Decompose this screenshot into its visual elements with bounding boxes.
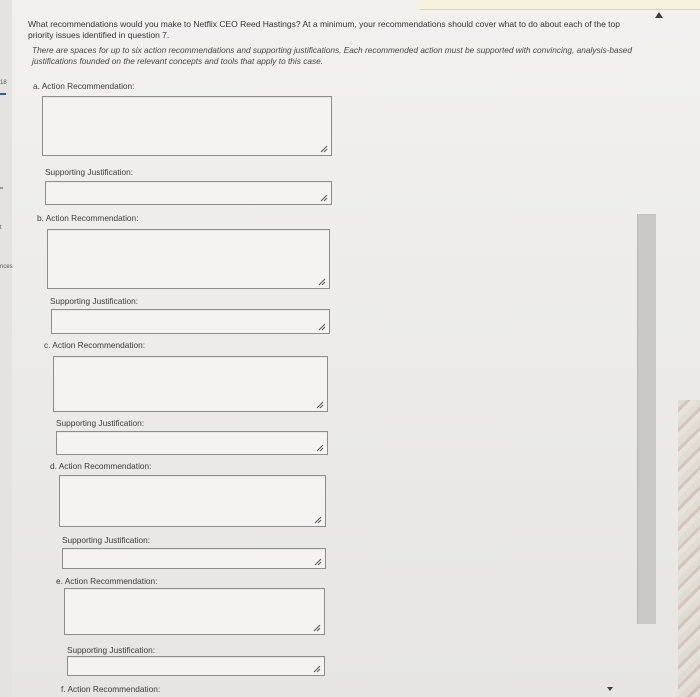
supporting-justification-e-label: Supporting Justification: xyxy=(67,645,156,655)
top-notice-strip xyxy=(420,0,700,10)
scroll-down-arrow-icon[interactable] xyxy=(607,687,613,691)
scroll-up-arrow-icon[interactable] xyxy=(655,12,663,18)
resize-handle-icon[interactable] xyxy=(318,278,326,286)
resize-handle-icon[interactable] xyxy=(314,558,322,566)
question-prompt: What recommendations would you make to Netflix CEO Reed Hastings? At a minimum, your recommendations should cover what to do about each of the top priority issues identified in question 7. xyxy=(28,19,620,40)
supporting-justification-e-input[interactable] xyxy=(67,656,325,676)
action-recommendation-b-input[interactable] xyxy=(47,229,330,289)
resize-handle-icon[interactable] xyxy=(313,624,321,632)
right-edge-background xyxy=(678,400,700,697)
action-recommendation-a-input[interactable] xyxy=(42,96,332,156)
resize-handle-icon[interactable] xyxy=(320,145,328,153)
supporting-justification-a-input[interactable] xyxy=(45,181,332,205)
resize-handle-icon[interactable] xyxy=(318,323,326,331)
action-recommendation-e-label: e. Action Recommendation: xyxy=(56,576,158,586)
scrollbar-thumb[interactable] xyxy=(637,214,656,624)
rail-active-indicator xyxy=(0,93,6,95)
rail-mark-question-number[interactable]: 18 xyxy=(0,80,7,86)
action-recommendation-b-label: b. Action Recommendation: xyxy=(37,213,139,223)
question-instructions: There are spaces for up to six action recommendations and supporting justifications. Each recommended action must be supported with convincing, analysis-based justifications founded on the relevant concepts and tools that apply to this case. xyxy=(32,45,633,66)
left-navigation-rail xyxy=(0,0,12,697)
rail-mark-references[interactable]: nces xyxy=(0,264,13,270)
action-recommendation-d-input[interactable] xyxy=(59,475,326,527)
rail-tick xyxy=(0,187,3,189)
action-recommendation-a-label: a. Action Recommendation: xyxy=(33,81,135,91)
action-recommendation-e-input[interactable] xyxy=(64,588,325,635)
rail-mark-letter[interactable]: t xyxy=(0,225,2,231)
supporting-justification-d-input[interactable] xyxy=(62,548,326,569)
supporting-justification-c-label: Supporting Justification: xyxy=(56,418,145,428)
action-recommendation-c-label: c. Action Recommendation: xyxy=(44,340,145,350)
action-recommendation-f-label: f. Action Recommendation: xyxy=(61,684,161,694)
resize-handle-icon[interactable] xyxy=(320,194,328,202)
supporting-justification-c-input[interactable] xyxy=(56,431,328,455)
resize-handle-icon[interactable] xyxy=(316,444,324,452)
supporting-justification-a-label: Supporting Justification: xyxy=(45,167,134,177)
action-recommendation-c-input[interactable] xyxy=(53,356,328,412)
supporting-justification-b-input[interactable] xyxy=(51,309,330,334)
resize-handle-icon[interactable] xyxy=(316,401,324,409)
supporting-justification-b-label: Supporting Justification: xyxy=(50,296,139,306)
supporting-justification-d-label: Supporting Justification: xyxy=(62,535,151,545)
resize-handle-icon[interactable] xyxy=(314,516,322,524)
resize-handle-icon[interactable] xyxy=(313,665,321,673)
action-recommendation-d-label: d. Action Recommendation: xyxy=(50,461,152,471)
